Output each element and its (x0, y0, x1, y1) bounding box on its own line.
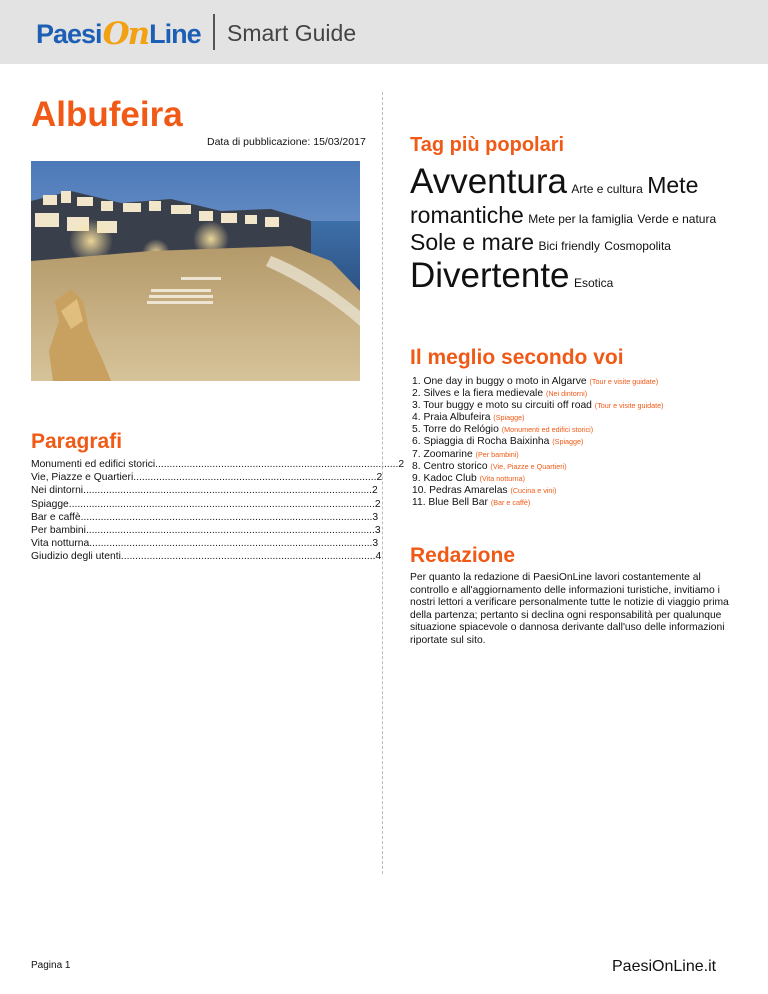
toc-label: Vita notturna................................................................................................... (31, 538, 373, 550)
header-bar (0, 0, 768, 64)
tag-item[interactable]: Arte e cultura (571, 182, 643, 196)
paragrafi-heading: Paragrafi (31, 430, 123, 453)
header-title: Smart Guide (227, 20, 357, 46)
paesionline-logo[interactable] (36, 16, 201, 52)
toc-page-number: 2 (398, 459, 405, 470)
list-item[interactable] (412, 424, 752, 436)
header-separator (213, 14, 215, 50)
redazione-text: Per quanto la redazione di PaesiOnLine lavori costantemente al controllo e all'aggiornamento delle informazioni turistiche, invitiamo i nostri lettori a verificare personalmente tutte le notizie di viaggio prima della partenza; pertanto si declina ogni responsabilità per qualunque situazione spiacevole o dannosa derivante dall'uso delle informazioni riportate sul sito. (410, 572, 729, 646)
toc-label: Per bambini..................................................................................................... (31, 524, 375, 536)
toc-label: Giudizio degli utenti......................................................................................... (31, 551, 376, 563)
best-heading: Il meglio secondo voi (410, 346, 624, 369)
best-item-name: 8. Centro storico (412, 460, 488, 472)
tags-heading: Tag più popolari (410, 134, 565, 156)
logo-text-line: Line (149, 18, 201, 49)
list-item[interactable] (412, 485, 752, 497)
toc-label: Monumenti ed edifici storici..................................................................................... (31, 459, 399, 470)
best-item-name: 6. Spiaggia di Rocha Baixinha (412, 436, 550, 448)
toc-page-number: 3 (372, 511, 379, 523)
toc-page-number: 2 (374, 498, 381, 510)
best-list (412, 376, 752, 509)
list-item[interactable] (412, 376, 752, 388)
toc-row[interactable] (31, 458, 405, 471)
toc-row[interactable] (31, 550, 382, 563)
best-item-name: 7. Zoomarine (412, 448, 473, 460)
redazione-heading: Redazione (410, 544, 516, 567)
toc-label: Spiagge........................................................................................................... (31, 498, 375, 510)
tag-item[interactable]: Esotica (573, 276, 614, 290)
tag-item[interactable]: Verde e natura (637, 212, 717, 226)
best-item-category: (Per bambini) (475, 449, 519, 459)
best-item-category: (Tour e visite guidate) (594, 401, 664, 411)
best-item-category: (Vita notturna) (479, 473, 525, 483)
tag-item[interactable]: Cosmopolita (604, 239, 671, 253)
best-item-category: (Monumenti ed edifici storici) (501, 425, 594, 435)
list-item[interactable] (412, 473, 752, 485)
best-item-name: 10. Pedras Amarelas (412, 484, 508, 496)
page-title: Albufeira (31, 95, 183, 134)
table-of-contents (31, 458, 405, 564)
best-item-category: (Spiagge) (552, 437, 584, 447)
list-item[interactable] (412, 449, 752, 461)
tag-item[interactable]: Divertente (410, 256, 570, 295)
column-divider (382, 92, 383, 874)
toc-row[interactable] (31, 484, 378, 497)
albufeira-photo (31, 161, 360, 381)
list-item[interactable] (412, 412, 752, 424)
tag-cloud (410, 162, 745, 296)
best-item-name: 1. One day in buggy o moto in Algarve (412, 376, 587, 387)
publication-date: Data di pubblicazione: 15/03/2017 (207, 136, 366, 148)
list-item[interactable] (412, 461, 752, 473)
tag-item[interactable]: Mete per la famiglia (528, 212, 633, 226)
best-item-name: 11. Blue Bell Bar (412, 496, 488, 508)
toc-row[interactable] (31, 537, 379, 550)
toc-page-number: 4 (375, 551, 382, 563)
best-item-name: 3. Tour buggy e moto su circuiti off road (412, 400, 592, 412)
toc-page-number: 3 (374, 524, 381, 536)
best-item-name: 2. Silves e la fiera medievale (412, 388, 544, 400)
best-item-category: (Cucina e vini) (510, 485, 557, 495)
toc-label: Vie, Piazze e Quartieri..................................................................................... (31, 472, 377, 484)
toc-label: Nei dintorni..................................................................................................... (31, 485, 373, 497)
best-item-name: 5. Torre do Relógio (412, 424, 499, 436)
toc-row[interactable] (31, 524, 381, 537)
list-item[interactable] (412, 388, 752, 400)
best-item-category: (Spiagge) (493, 413, 525, 423)
best-item-category: (Bar e caffè) (490, 497, 531, 507)
tag-item[interactable]: Mete romantiche (410, 172, 699, 228)
beach-night-illustration (31, 161, 360, 381)
toc-page-number: 2 (376, 472, 383, 484)
toc-row[interactable] (31, 471, 383, 484)
best-item-name: 4. Praia Albufeira (412, 412, 491, 424)
toc-label: Bar e caffè...................................................................................................... (31, 511, 373, 523)
toc-page-number: 2 (372, 485, 378, 497)
toc-page-number: 3 (372, 538, 379, 550)
list-item[interactable] (412, 400, 752, 412)
footer-site-link[interactable]: PaesiOnLine.it (612, 958, 717, 975)
tag-item[interactable]: Avventura (410, 162, 567, 201)
logo-text-on: On (102, 15, 149, 52)
list-item[interactable] (412, 436, 752, 448)
list-item[interactable] (412, 497, 752, 509)
best-item-category: (Nei dintorni) (545, 389, 588, 399)
best-item-category: (Tour e visite guidate) (589, 377, 659, 386)
best-item-name: 9. Kadoc Club (412, 472, 477, 484)
page-number: Pagina 1 (31, 960, 71, 971)
best-item-category: (Vie, Piazze e Quartieri) (490, 461, 567, 471)
toc-row[interactable] (31, 498, 381, 511)
toc-row[interactable] (31, 511, 379, 524)
tag-item[interactable]: Sole e mare (410, 229, 535, 255)
logo-text-paesi: Paesi (36, 18, 102, 49)
tag-item[interactable]: Bici friendly (538, 239, 600, 253)
